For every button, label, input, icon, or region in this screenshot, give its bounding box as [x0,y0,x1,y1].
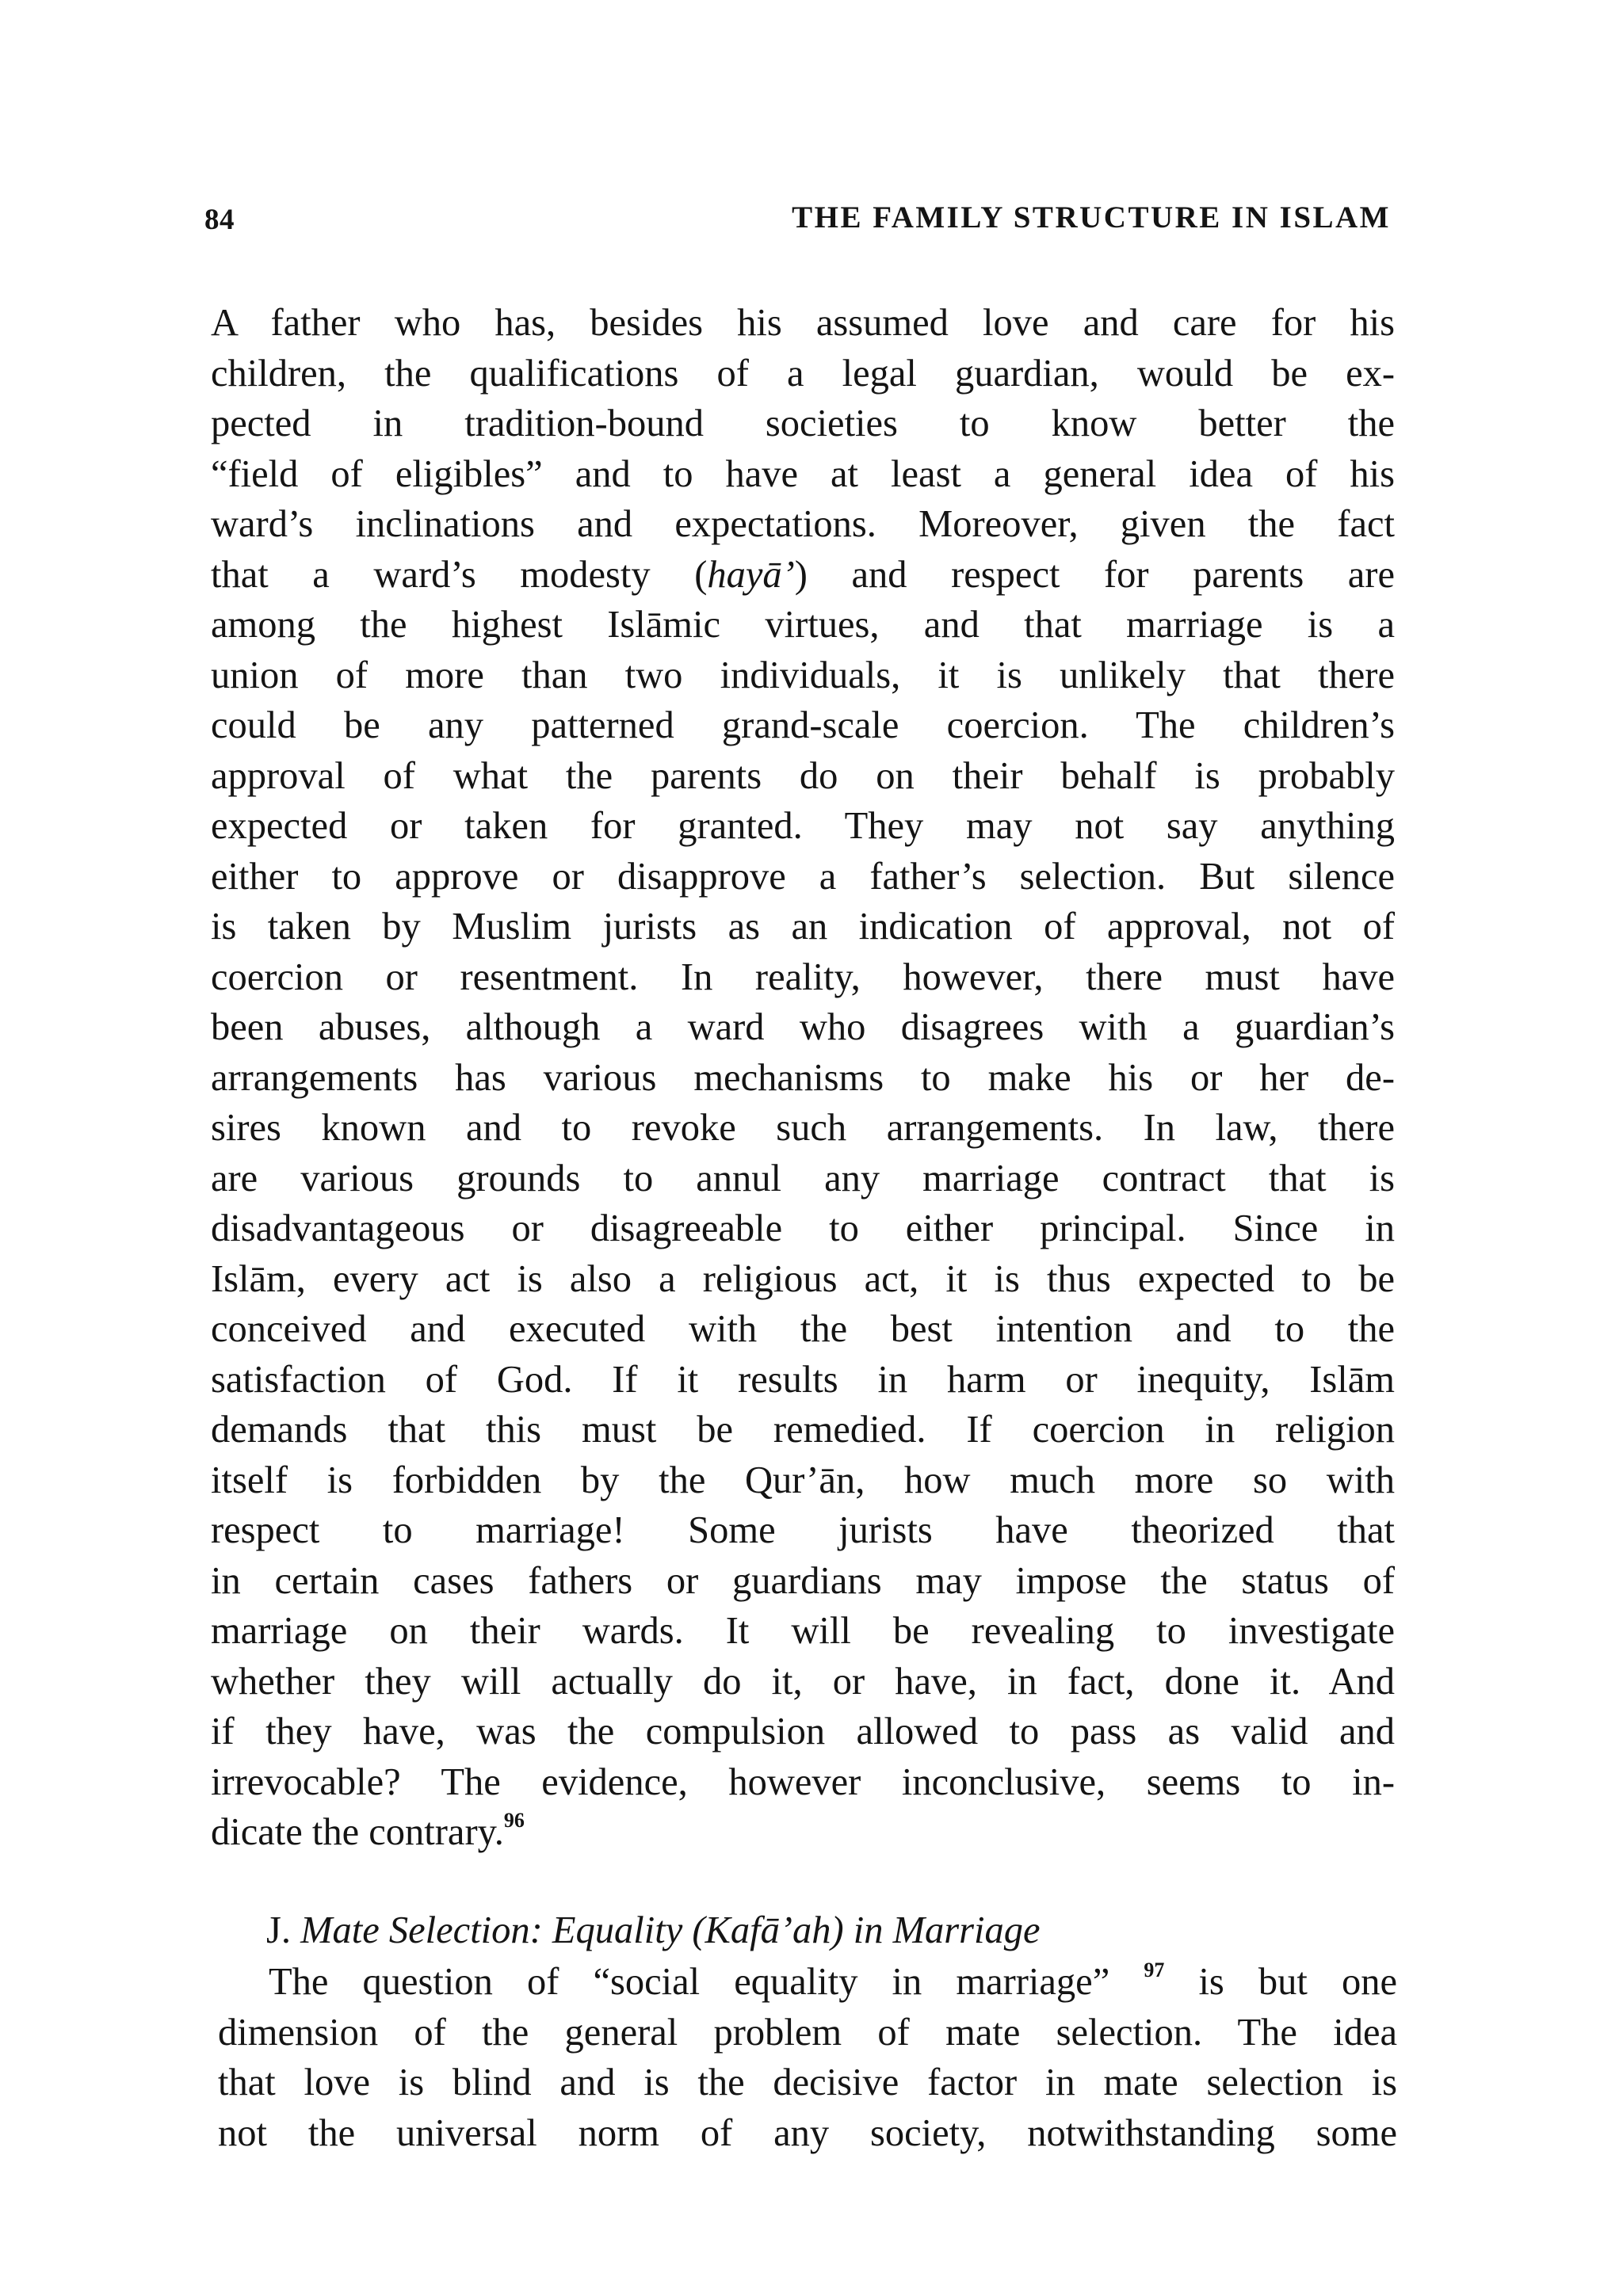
paragraph-line: sires known and to revoke such arrangements. In law, there [211,1107,1395,1149]
line-text: The question of “social equality in marriage” [269,1961,1110,2003]
section-title: Mate Selection: Equality (Kafā’ah) in Marriage [300,1909,1041,1951]
paragraph-line: itself is forbidden by the Qur’ān, how much more so with [211,1459,1395,1501]
paragraph-line: children, the qualifications of a legal guardian, would be ex- [211,352,1395,395]
transliterated-term: hayā’ [707,553,795,596]
paragraph-line: is taken by Muslim jurists as an indication of approval, not of [211,906,1395,948]
paragraph-line: satisfaction of God. If it results in harm or inequity, Islām [211,1358,1395,1401]
paragraph-main [211,298,1395,1858]
paragraph-line [218,1957,1397,2008]
paragraph-line: if they have, was the compulsion allowed to pass as valid and [211,1711,1395,1753]
paragraph-line: pected in tradition-bound societies to know better the [211,402,1395,444]
paragraph-line: union of more than two individuals, it is unlikely that there [211,654,1395,696]
paragraph-line: been abuses, although a ward who disagrees with a guardian’s [211,1006,1395,1048]
page-number: 84 [204,204,235,236]
footnote-ref: 97 [1144,1958,1165,1981]
paragraph-line: Islām, every act is also a religious act, it is thus expected to be [211,1257,1395,1300]
paragraph-line: are various grounds to annul any marriage contract that is [211,1157,1395,1199]
paragraph-line: irrevocable? The evidence, however inconclusive, seems to in- [211,1760,1395,1803]
running-head: THE FAMILY STRUCTURE IN ISLAM [792,200,1391,235]
paragraph-line: conceived and executed with the best intention and to the [211,1308,1395,1350]
paragraph-line: dicate the contrary.$^{96}$ [211,1809,525,1853]
paragraph-line: that love is blind and is the decisive factor in mate selection is [218,2061,1397,2103]
paragraph-line: dimension of the general problem of mate selection. The idea [218,2011,1397,2054]
paragraph-line: respect to marriage! Some jurists have theorized that [211,1509,1395,1551]
paragraph-line: A father who has, besides his assumed love and care for his [211,302,1395,344]
paragraph-line: in certain cases fathers or guardians may impose the status of [211,1559,1395,1602]
paragraph-line: whether they will actually do it, or have, in fact, done it. And [211,1660,1395,1703]
paragraph-line: marriage on their wards. It will be revealing to investigate [211,1610,1395,1652]
section-heading [266,1905,1041,1956]
paragraph-line: arrangements has various mechanisms to make his or her de- [211,1056,1395,1099]
paragraph-line: “field of eligibles” and to have at least a general idea of his [211,452,1395,495]
paragraph-line: coercion or resentment. In reality, however, there must have [211,955,1395,998]
paragraph-line: ward’s inclinations and expectations. Moreover, given the fact [211,503,1395,545]
paragraph-line: that a ward’s modesty (hayā’) and respect for parents are [211,553,1395,596]
paragraph-line: disadvantageous or disagreeable to either principal. Since in [211,1207,1395,1249]
line-text: is but one [1198,1961,1398,2003]
paragraph-line: demands that this must be remedied. If coercion in religion [211,1409,1395,1451]
paragraph-line: not the universal norm of any society, notwithstanding some [218,2111,1397,2154]
paragraph-line: expected or taken for granted. They may not say anything [211,805,1395,847]
paragraph-mate-selection [218,1957,1397,2158]
paragraph-line: either to approve or disapprove a father’s selection. But silence [211,855,1395,898]
paragraph-line: among the highest Islāmic virtues, and that marriage is a [211,604,1395,646]
paragraph-line: could be any patterned grand-scale coercion. The children’s [211,704,1395,746]
section-letter: J. [266,1909,291,1951]
footnote-ref: 96 [503,1809,525,1832]
paragraph-line: approval of what the parents do on their behalf is probably [211,754,1395,797]
